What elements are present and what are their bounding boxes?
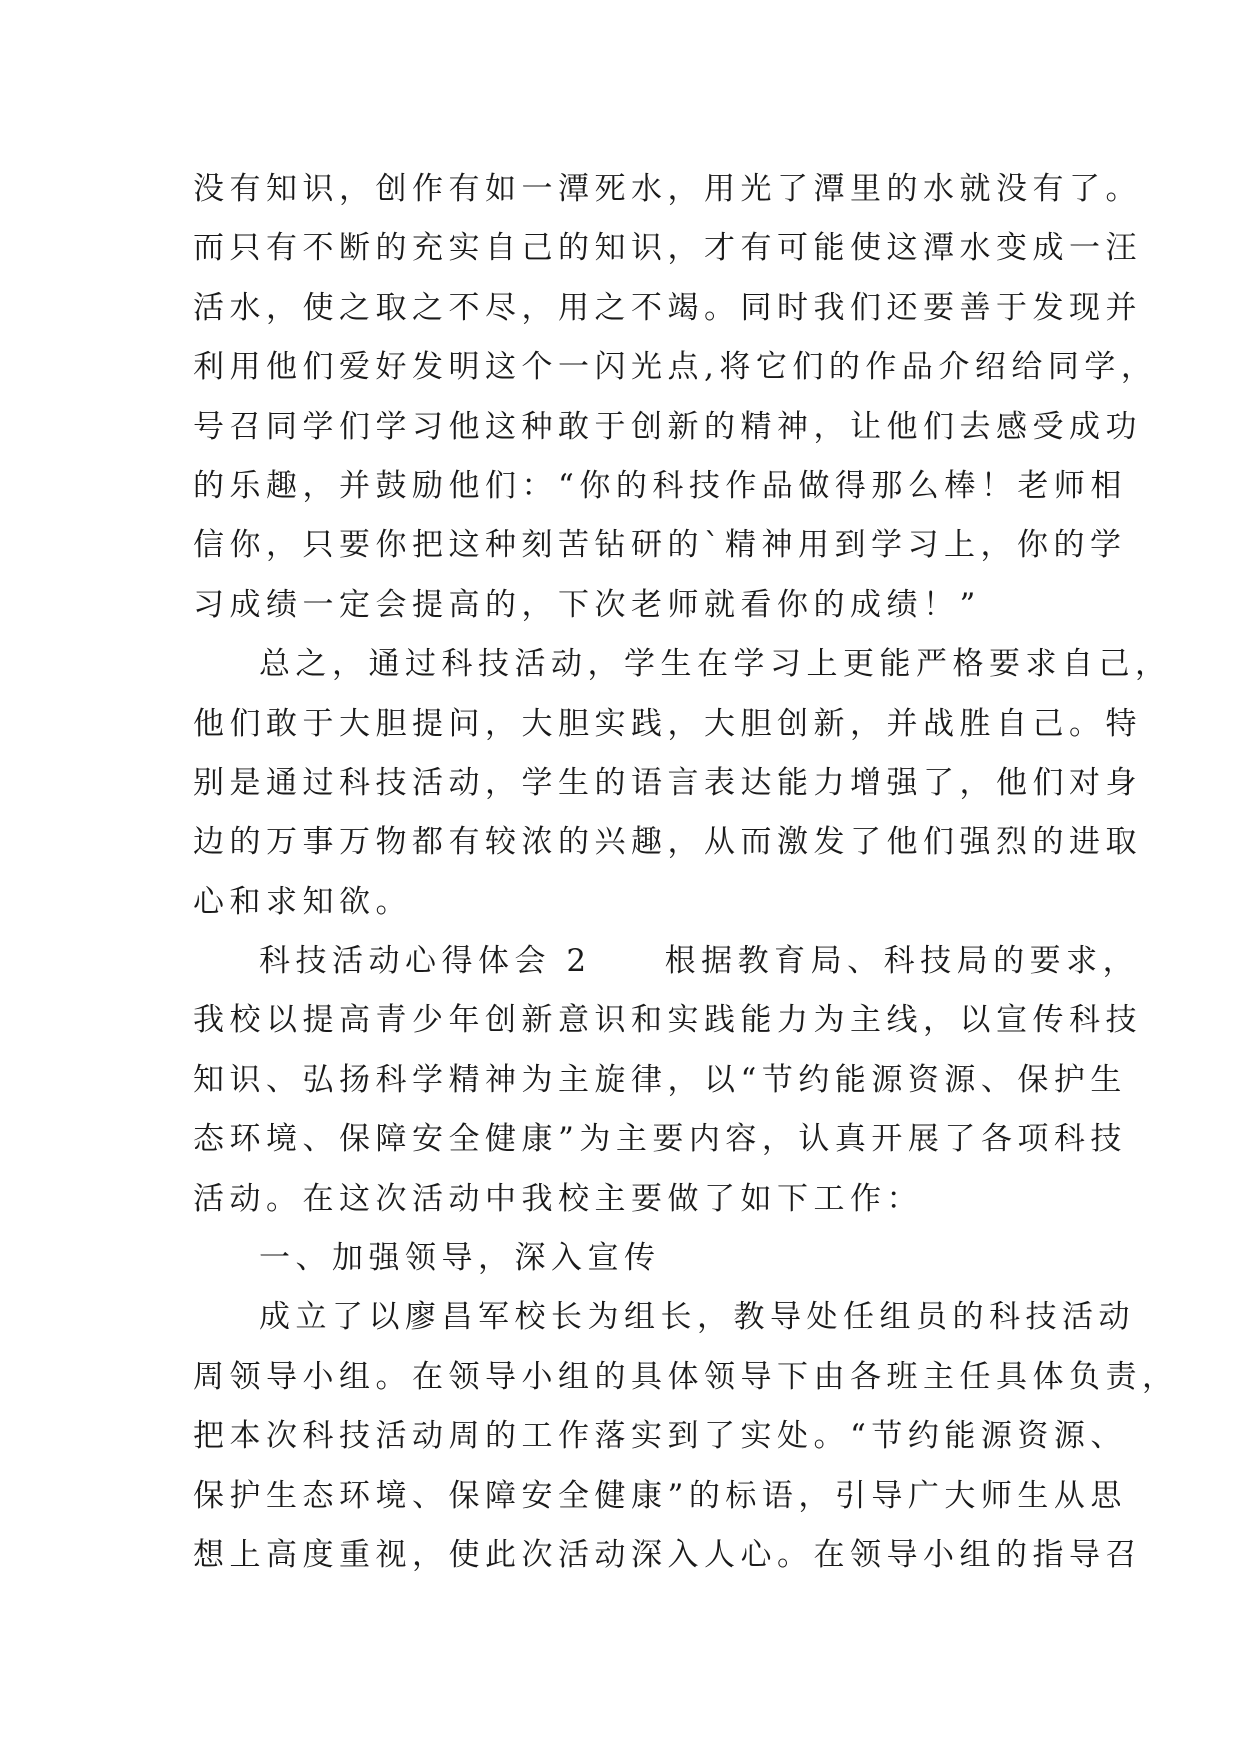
section-heading-line: 科技活动心得体会 2 根据教育局、科技局的要求， (259, 943, 1140, 980)
text-line: 知识、弘扬科学精神为主旋律，以“节约能源资源、保护生 (193, 1061, 1127, 1098)
text-line: 边的万事万物都有较浓的兴趣，从而激发了他们强烈的进取 (193, 824, 1142, 861)
text-line: 而只有不断的充实自己的知识，才有可能使这潭水变成一汪 (193, 230, 1142, 267)
paragraph-start-line: 总之，通过科技活动，学生在学习上更能严格要求自己， (259, 646, 1172, 683)
text-line: 他们敢于大胆提问，大胆实践，大胆创新，并战胜自己。特 (193, 705, 1142, 742)
text-line: 利用他们爱好发明这个一闪光点,将它们的作品介绍给同学， (193, 349, 1158, 386)
text-line: 周领导小组。在领导小组的具体领导下由各班主任具体负责， (193, 1358, 1179, 1395)
text-line: 保护生态环境、保障安全健康”的标语，引导广大师生从思 (193, 1477, 1127, 1514)
paragraph-start-line: 成立了以廖昌军校长为组长，教导处任组员的科技活动 (259, 1299, 1135, 1336)
text-line: 别是通过科技活动，学生的语言表达能力增强了，他们对身 (193, 764, 1142, 801)
text-line: 活动。在这次活动中我校主要做了如下工作： (193, 1180, 923, 1217)
text-line: 没有知识，创作有如一潭死水，用光了潭里的水就没有了。 (193, 171, 1142, 207)
text-line: 的乐趣，并鼓励他们：“你的科技作品做得那么棒！老师相 (193, 467, 1127, 504)
text-line: 想上高度重视，使此次活动深入人心。在领导小组的指导召 (193, 1536, 1142, 1573)
text-line: 信你，只要你把这种刻苦钻研的`精神用到学习上，你的学 (193, 527, 1127, 564)
text-line: 活水，使之取之不尽，用之不竭。同时我们还要善于发现并 (193, 289, 1142, 326)
text-line: 把本次科技活动周的工作落实到了实处。“节约能源资源、 (193, 1418, 1127, 1455)
text-line: 态环境、保障安全健康”为主要内容，认真开展了各项科技 (193, 1121, 1127, 1158)
subheading-line: 一、加强领导，深入宣传 (259, 1240, 661, 1277)
text-line: 我校以提高青少年创新意识和实践能力为主线，以宣传科技 (193, 1002, 1142, 1039)
text-line: 习成绩一定会提高的，下次老师就看你的成绩！” (193, 586, 981, 623)
text-line: 心和求知欲。 (193, 883, 412, 920)
text-line: 号召同学们学习他这种敢于创新的精神，让他们去感受成功 (193, 408, 1142, 445)
body-text (193, 160, 1179, 1585)
